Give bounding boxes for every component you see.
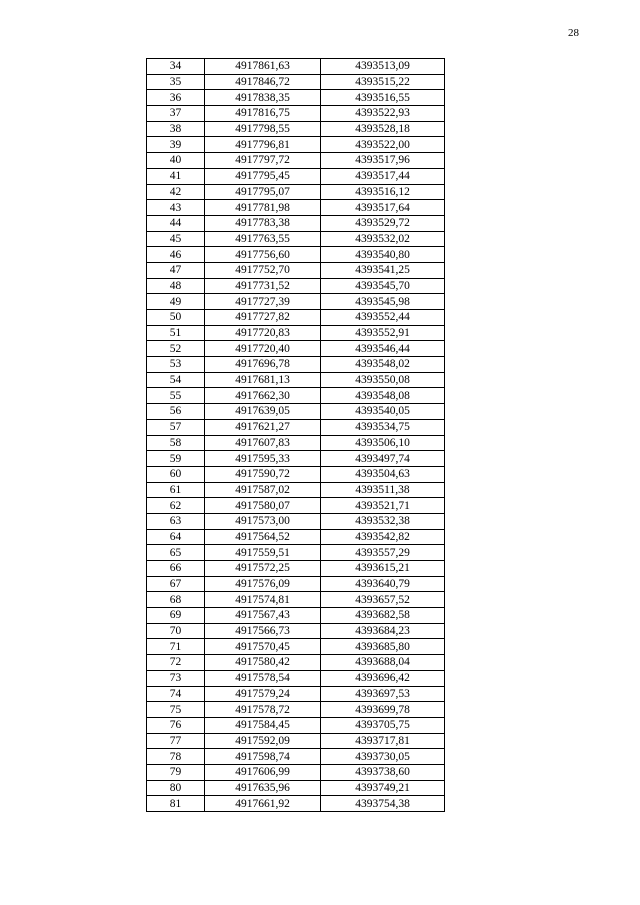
table-row (147, 357, 445, 373)
x-coordinate-cell: 4917578,72 (205, 702, 321, 718)
x-coordinate-cell: 4917564,52 (205, 529, 321, 545)
y-coordinate-cell: 4393529,72 (321, 215, 445, 231)
table-row (147, 529, 445, 545)
x-coordinate-cell: 4917607,83 (205, 435, 321, 451)
point-number-cell: 50 (147, 310, 205, 326)
point-number-cell: 55 (147, 388, 205, 404)
y-coordinate-cell: 4393545,70 (321, 278, 445, 294)
table-row (147, 106, 445, 122)
y-coordinate-cell: 4393730,05 (321, 749, 445, 765)
x-coordinate-cell: 4917567,43 (205, 608, 321, 624)
x-coordinate-cell: 4917570,45 (205, 639, 321, 655)
table-row (147, 325, 445, 341)
table-row (147, 231, 445, 247)
table-row (147, 247, 445, 263)
table-row (147, 608, 445, 624)
x-coordinate-cell: 4917579,24 (205, 686, 321, 702)
y-coordinate-cell: 4393688,04 (321, 655, 445, 671)
point-number-cell: 38 (147, 121, 205, 137)
x-coordinate-cell: 4917681,13 (205, 372, 321, 388)
x-coordinate-cell: 4917797,72 (205, 153, 321, 169)
table-row (147, 184, 445, 200)
y-coordinate-cell: 4393522,93 (321, 106, 445, 122)
point-number-cell: 64 (147, 529, 205, 545)
point-number-cell: 43 (147, 200, 205, 216)
x-coordinate-cell: 4917781,98 (205, 200, 321, 216)
y-coordinate-cell: 4393517,96 (321, 153, 445, 169)
x-coordinate-cell: 4917795,45 (205, 168, 321, 184)
x-coordinate-cell: 4917572,25 (205, 561, 321, 577)
y-coordinate-cell: 4393696,42 (321, 670, 445, 686)
y-coordinate-cell: 4393548,02 (321, 357, 445, 373)
table-row (147, 639, 445, 655)
y-coordinate-cell: 4393497,74 (321, 451, 445, 467)
y-coordinate-cell: 4393528,18 (321, 121, 445, 137)
y-coordinate-cell: 4393517,44 (321, 168, 445, 184)
x-coordinate-cell: 4917580,07 (205, 498, 321, 514)
point-number-cell: 42 (147, 184, 205, 200)
table-row (147, 466, 445, 482)
table-row (147, 200, 445, 216)
y-coordinate-cell: 4393615,21 (321, 561, 445, 577)
point-number-cell: 46 (147, 247, 205, 263)
table-row (147, 686, 445, 702)
x-coordinate-cell: 4917574,81 (205, 592, 321, 608)
point-number-cell: 76 (147, 717, 205, 733)
x-coordinate-cell: 4917573,00 (205, 513, 321, 529)
point-number-cell: 51 (147, 325, 205, 341)
point-number-cell: 62 (147, 498, 205, 514)
table-row (147, 576, 445, 592)
x-coordinate-cell: 4917720,83 (205, 325, 321, 341)
point-number-cell: 79 (147, 764, 205, 780)
table-row (147, 545, 445, 561)
y-coordinate-cell: 4393657,52 (321, 592, 445, 608)
x-coordinate-cell: 4917566,73 (205, 623, 321, 639)
point-number-cell: 69 (147, 608, 205, 624)
table-row (147, 451, 445, 467)
y-coordinate-cell: 4393684,23 (321, 623, 445, 639)
y-coordinate-cell: 4393548,08 (321, 388, 445, 404)
point-number-cell: 77 (147, 733, 205, 749)
x-coordinate-cell: 4917796,81 (205, 137, 321, 153)
y-coordinate-cell: 4393546,44 (321, 341, 445, 357)
point-number-cell: 37 (147, 106, 205, 122)
x-coordinate-cell: 4917783,38 (205, 215, 321, 231)
x-coordinate-cell: 4917816,75 (205, 106, 321, 122)
x-coordinate-cell: 4917720,40 (205, 341, 321, 357)
table-row (147, 670, 445, 686)
table-row (147, 623, 445, 639)
point-number-cell: 52 (147, 341, 205, 357)
table-row (147, 137, 445, 153)
y-coordinate-cell: 4393705,75 (321, 717, 445, 733)
x-coordinate-cell: 4917635,96 (205, 780, 321, 796)
point-number-cell: 59 (147, 451, 205, 467)
x-coordinate-cell: 4917576,09 (205, 576, 321, 592)
x-coordinate-cell: 4917587,02 (205, 482, 321, 498)
y-coordinate-cell: 4393506,10 (321, 435, 445, 451)
x-coordinate-cell: 4917846,72 (205, 74, 321, 90)
table-row (147, 121, 445, 137)
x-coordinate-cell: 4917590,72 (205, 466, 321, 482)
table-row (147, 341, 445, 357)
table-row (147, 59, 445, 75)
point-number-cell: 56 (147, 404, 205, 420)
x-coordinate-cell: 4917606,99 (205, 764, 321, 780)
point-number-cell: 81 (147, 796, 205, 812)
table-row (147, 372, 445, 388)
y-coordinate-cell: 4393521,71 (321, 498, 445, 514)
table-row (147, 764, 445, 780)
point-number-cell: 58 (147, 435, 205, 451)
coordinates-table (146, 58, 445, 812)
x-coordinate-cell: 4917592,09 (205, 733, 321, 749)
table-row (147, 561, 445, 577)
table-row (147, 388, 445, 404)
table-row (147, 74, 445, 90)
y-coordinate-cell: 4393682,58 (321, 608, 445, 624)
x-coordinate-cell: 4917598,74 (205, 749, 321, 765)
point-number-cell: 57 (147, 419, 205, 435)
x-coordinate-cell: 4917578,54 (205, 670, 321, 686)
table-row (147, 702, 445, 718)
x-coordinate-cell: 4917727,39 (205, 294, 321, 310)
table-row (147, 513, 445, 529)
point-number-cell: 67 (147, 576, 205, 592)
x-coordinate-cell: 4917639,05 (205, 404, 321, 420)
point-number-cell: 73 (147, 670, 205, 686)
x-coordinate-cell: 4917559,51 (205, 545, 321, 561)
table-row (147, 294, 445, 310)
x-coordinate-cell: 4917661,92 (205, 796, 321, 812)
x-coordinate-cell: 4917595,33 (205, 451, 321, 467)
point-number-cell: 68 (147, 592, 205, 608)
y-coordinate-cell: 4393640,79 (321, 576, 445, 592)
point-number-cell: 45 (147, 231, 205, 247)
table-row (147, 733, 445, 749)
x-coordinate-cell: 4917584,45 (205, 717, 321, 733)
y-coordinate-cell: 4393516,12 (321, 184, 445, 200)
point-number-cell: 34 (147, 59, 205, 75)
y-coordinate-cell: 4393717,81 (321, 733, 445, 749)
x-coordinate-cell: 4917696,78 (205, 357, 321, 373)
point-number-cell: 71 (147, 639, 205, 655)
x-coordinate-cell: 4917756,60 (205, 247, 321, 263)
table-row (147, 592, 445, 608)
y-coordinate-cell: 4393541,25 (321, 262, 445, 278)
table-row (147, 419, 445, 435)
y-coordinate-cell: 4393699,78 (321, 702, 445, 718)
point-number-cell: 80 (147, 780, 205, 796)
point-number-cell: 72 (147, 655, 205, 671)
point-number-cell: 65 (147, 545, 205, 561)
x-coordinate-cell: 4917795,07 (205, 184, 321, 200)
table-row (147, 153, 445, 169)
x-coordinate-cell: 4917662,30 (205, 388, 321, 404)
coordinates-table-body (147, 59, 445, 812)
point-number-cell: 70 (147, 623, 205, 639)
table-row (147, 749, 445, 765)
x-coordinate-cell: 4917838,35 (205, 90, 321, 106)
y-coordinate-cell: 4393532,02 (321, 231, 445, 247)
table-row (147, 310, 445, 326)
table-row (147, 278, 445, 294)
y-coordinate-cell: 4393511,38 (321, 482, 445, 498)
point-number-cell: 74 (147, 686, 205, 702)
point-number-cell: 41 (147, 168, 205, 184)
y-coordinate-cell: 4393540,80 (321, 247, 445, 263)
y-coordinate-cell: 4393532,38 (321, 513, 445, 529)
table-row (147, 780, 445, 796)
y-coordinate-cell: 4393515,22 (321, 74, 445, 90)
x-coordinate-cell: 4917580,42 (205, 655, 321, 671)
y-coordinate-cell: 4393522,00 (321, 137, 445, 153)
point-number-cell: 54 (147, 372, 205, 388)
y-coordinate-cell: 4393516,55 (321, 90, 445, 106)
table-row (147, 90, 445, 106)
point-number-cell: 78 (147, 749, 205, 765)
table-row (147, 215, 445, 231)
table-row (147, 435, 445, 451)
table-row (147, 168, 445, 184)
point-number-cell: 61 (147, 482, 205, 498)
table-row (147, 796, 445, 812)
point-number-cell: 39 (147, 137, 205, 153)
y-coordinate-cell: 4393540,05 (321, 404, 445, 420)
x-coordinate-cell: 4917621,27 (205, 419, 321, 435)
point-number-cell: 63 (147, 513, 205, 529)
point-number-cell: 40 (147, 153, 205, 169)
y-coordinate-cell: 4393513,09 (321, 59, 445, 75)
point-number-cell: 48 (147, 278, 205, 294)
point-number-cell: 49 (147, 294, 205, 310)
y-coordinate-cell: 4393552,91 (321, 325, 445, 341)
point-number-cell: 66 (147, 561, 205, 577)
point-number-cell: 60 (147, 466, 205, 482)
point-number-cell: 47 (147, 262, 205, 278)
point-number-cell: 44 (147, 215, 205, 231)
table-row (147, 404, 445, 420)
x-coordinate-cell: 4917727,82 (205, 310, 321, 326)
table-row (147, 717, 445, 733)
y-coordinate-cell: 4393697,53 (321, 686, 445, 702)
y-coordinate-cell: 4393754,38 (321, 796, 445, 812)
y-coordinate-cell: 4393552,44 (321, 310, 445, 326)
y-coordinate-cell: 4393738,60 (321, 764, 445, 780)
y-coordinate-cell: 4393749,21 (321, 780, 445, 796)
y-coordinate-cell: 4393534,75 (321, 419, 445, 435)
x-coordinate-cell: 4917731,52 (205, 278, 321, 294)
y-coordinate-cell: 4393685,80 (321, 639, 445, 655)
x-coordinate-cell: 4917763,55 (205, 231, 321, 247)
y-coordinate-cell: 4393542,82 (321, 529, 445, 545)
y-coordinate-cell: 4393557,29 (321, 545, 445, 561)
table-row (147, 655, 445, 671)
y-coordinate-cell: 4393550,08 (321, 372, 445, 388)
table-row (147, 482, 445, 498)
y-coordinate-cell: 4393545,98 (321, 294, 445, 310)
point-number-cell: 75 (147, 702, 205, 718)
table-row (147, 262, 445, 278)
point-number-cell: 36 (147, 90, 205, 106)
table-row (147, 498, 445, 514)
point-number-cell: 53 (147, 357, 205, 373)
point-number-cell: 35 (147, 74, 205, 90)
x-coordinate-cell: 4917752,70 (205, 262, 321, 278)
y-coordinate-cell: 4393517,64 (321, 200, 445, 216)
x-coordinate-cell: 4917861,63 (205, 59, 321, 75)
page-number: 28 (568, 27, 579, 39)
y-coordinate-cell: 4393504,63 (321, 466, 445, 482)
x-coordinate-cell: 4917798,55 (205, 121, 321, 137)
